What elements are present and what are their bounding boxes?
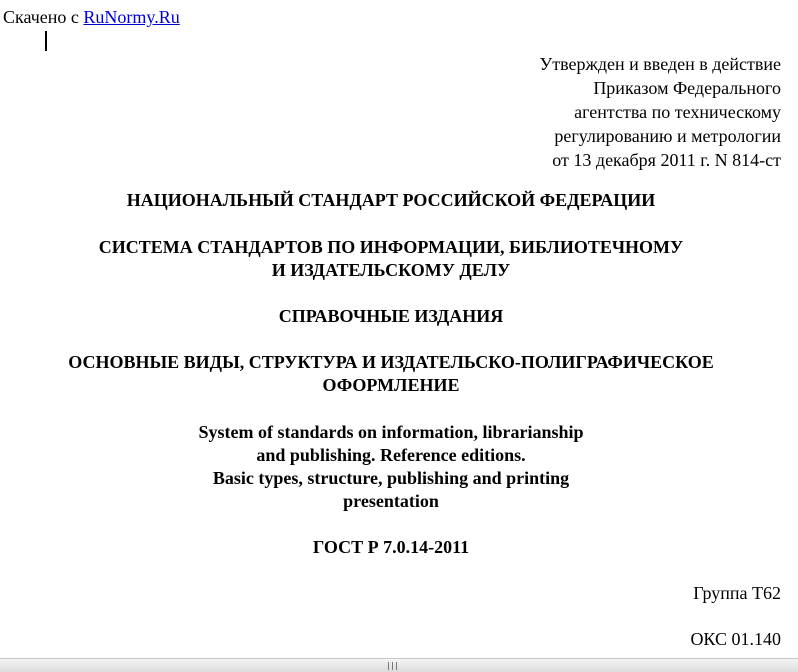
designation-line: ГОСТ Р 7.0.14-2011: [312, 537, 470, 557]
heading-line: И ИЗДАТЕЛЬСКОМУ ДЕЛУ: [271, 260, 511, 280]
english-title-line: and publishing. Reference editions.: [256, 445, 526, 465]
standard-designation: [0, 536, 782, 559]
heading-line: ОСНОВНЫЕ ВИДЫ, СТРУКТУРА И ИЗДАТЕЛЬСКО-ПОЛИГРАФИЧЕСКОЕ: [68, 352, 714, 372]
source-link[interactable]: RuNormy.Ru: [83, 7, 180, 27]
english-title-line: Basic types, structure, publishing and printing: [212, 468, 570, 488]
reference-editions-heading: [0, 305, 782, 328]
source-prefix: Скачено с: [3, 7, 84, 27]
approval-line: от 13 декабря 2011 г. N 814-ст: [552, 150, 781, 170]
approval-line: Утвержден и введен в действие: [539, 54, 781, 74]
national-standard-heading: [0, 189, 782, 212]
approval-line: Приказом Федерального: [593, 78, 781, 98]
types-heading: [0, 351, 782, 397]
english-title-line: presentation: [343, 491, 439, 511]
text-cursor: [45, 31, 47, 51]
english-title-line: System of standards on information, librarianship: [198, 422, 584, 442]
heading-line: СИСТЕМА СТАНДАРТОВ ПО ИНФОРМАЦИИ, БИБЛИОТЕЧНОМУ: [98, 237, 684, 257]
system-heading: [0, 236, 782, 282]
approval-line: агентства по техническому: [574, 102, 781, 122]
scrollbar-grip-icon[interactable]: [384, 662, 404, 670]
approval-line: регулированию и метрологии: [554, 126, 781, 146]
source-note: [3, 6, 180, 28]
group-code: Группа Т62: [693, 583, 781, 603]
heading-line: ОФОРМЛЕНИЕ: [322, 375, 460, 395]
english-title: [0, 421, 782, 513]
approval-block: [441, 52, 781, 172]
heading-line: СПРАВОЧНЫЕ ИЗДАНИЯ: [278, 306, 504, 326]
horizontal-scrollbar[interactable]: [0, 658, 798, 672]
oks-code: ОКС 01.140: [690, 629, 781, 649]
heading-line: НАЦИОНАЛЬНЫЙ СТАНДАРТ РОССИЙСКОЙ ФЕДЕРАЦИИ: [126, 190, 656, 210]
